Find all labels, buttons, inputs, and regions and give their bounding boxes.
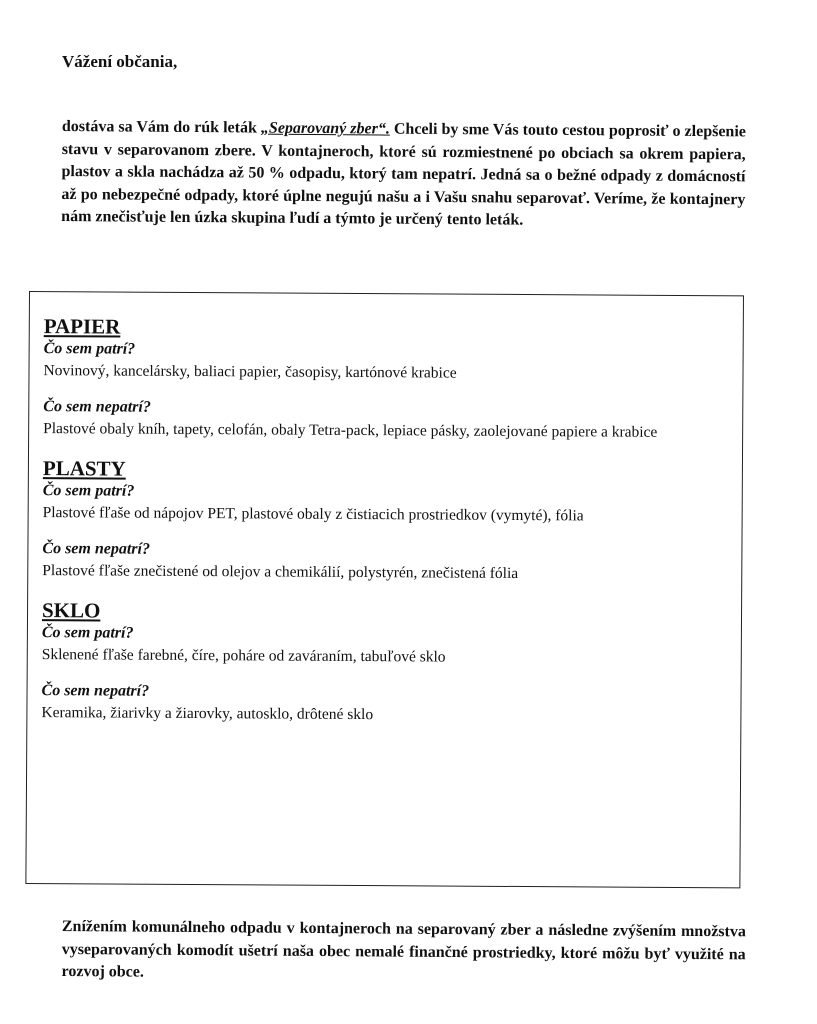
category-papier: [43, 314, 728, 444]
belongs-items: Plastové fľaše od nápojov PET, plastové obaly z čistiacich prostriedkov (vymyté), fólia: [42, 504, 584, 525]
intro-text-after: Chceli by sme Vás touto cestou poprosiť o zlepšenie stavu v separovanom zbere. V kontajneroch, ktoré sú rozmiestnené po obciach sa okrem papiera, plastov a skla nachádza až 50 % odpadu, ktorý tam nepatrí. Jedná sa o bežné odpady z domácností až po nebezpečné odpady, ktoré úplne negujú našu a i Vašu snahu separovať. Veríme, že kontajnery nám znečisťuje len úzka skupina ľudí a týmto je určený tento leták.: [61, 120, 746, 229]
not-belongs-label: Čo sem nepatrí?: [41, 682, 150, 700]
intro-text-before: dostáva sa Vám do rúk leták: [61, 117, 262, 137]
not-belongs-items: Plastové fľaše znečistené od olejov a chemikálií, polystyrén, znečistená fólia: [42, 562, 519, 582]
category-title: PLASTY: [42, 456, 126, 481]
not-belongs-label: Čo sem nepatrí?: [42, 540, 151, 558]
not-belongs-label: Čo sem nepatrí?: [43, 398, 151, 416]
category-sklo: [41, 598, 726, 728]
belongs-label: Čo sem patrí?: [41, 624, 134, 642]
not-belongs-items: Keramika, žiarivky a žiarovky, autosklo, drôtené sklo: [41, 704, 374, 724]
not-belongs-items: Plastové obaly kníh, tapety, celofán, obaly Tetra-pack, lepiace pásky, zaolejované papiere a krabice: [43, 420, 658, 441]
leaflet-name: „Separovaný zber“.: [260, 119, 390, 138]
greeting: Vážení občania,: [62, 52, 178, 71]
intro-paragraph: [61, 116, 746, 234]
category-title: PAPIER: [43, 314, 121, 339]
belongs-label: Čo sem patrí?: [42, 482, 135, 500]
closing-paragraph: Znížením komunálneho odpadu v kontajneroch na separovaný zber a následne zvýšením množstva vyseparovaných komodít ušetrí naša obec nemalé finančné prostriedky, ktoré môžu byť využité na rozvoj obce.: [61, 917, 746, 981]
belongs-items: Sklenené fľaše farebné, číre, poháre od zaváraním, tabuľové sklo: [41, 646, 446, 666]
waste-categories-box: [25, 291, 744, 888]
belongs-label: Čo sem patrí?: [43, 340, 136, 358]
category-title: SKLO: [41, 598, 101, 623]
category-plasty: [42, 456, 727, 586]
belongs-items: Novinový, kancelársky, baliaci papier, časopisy, kartónové krabice: [43, 362, 457, 382]
